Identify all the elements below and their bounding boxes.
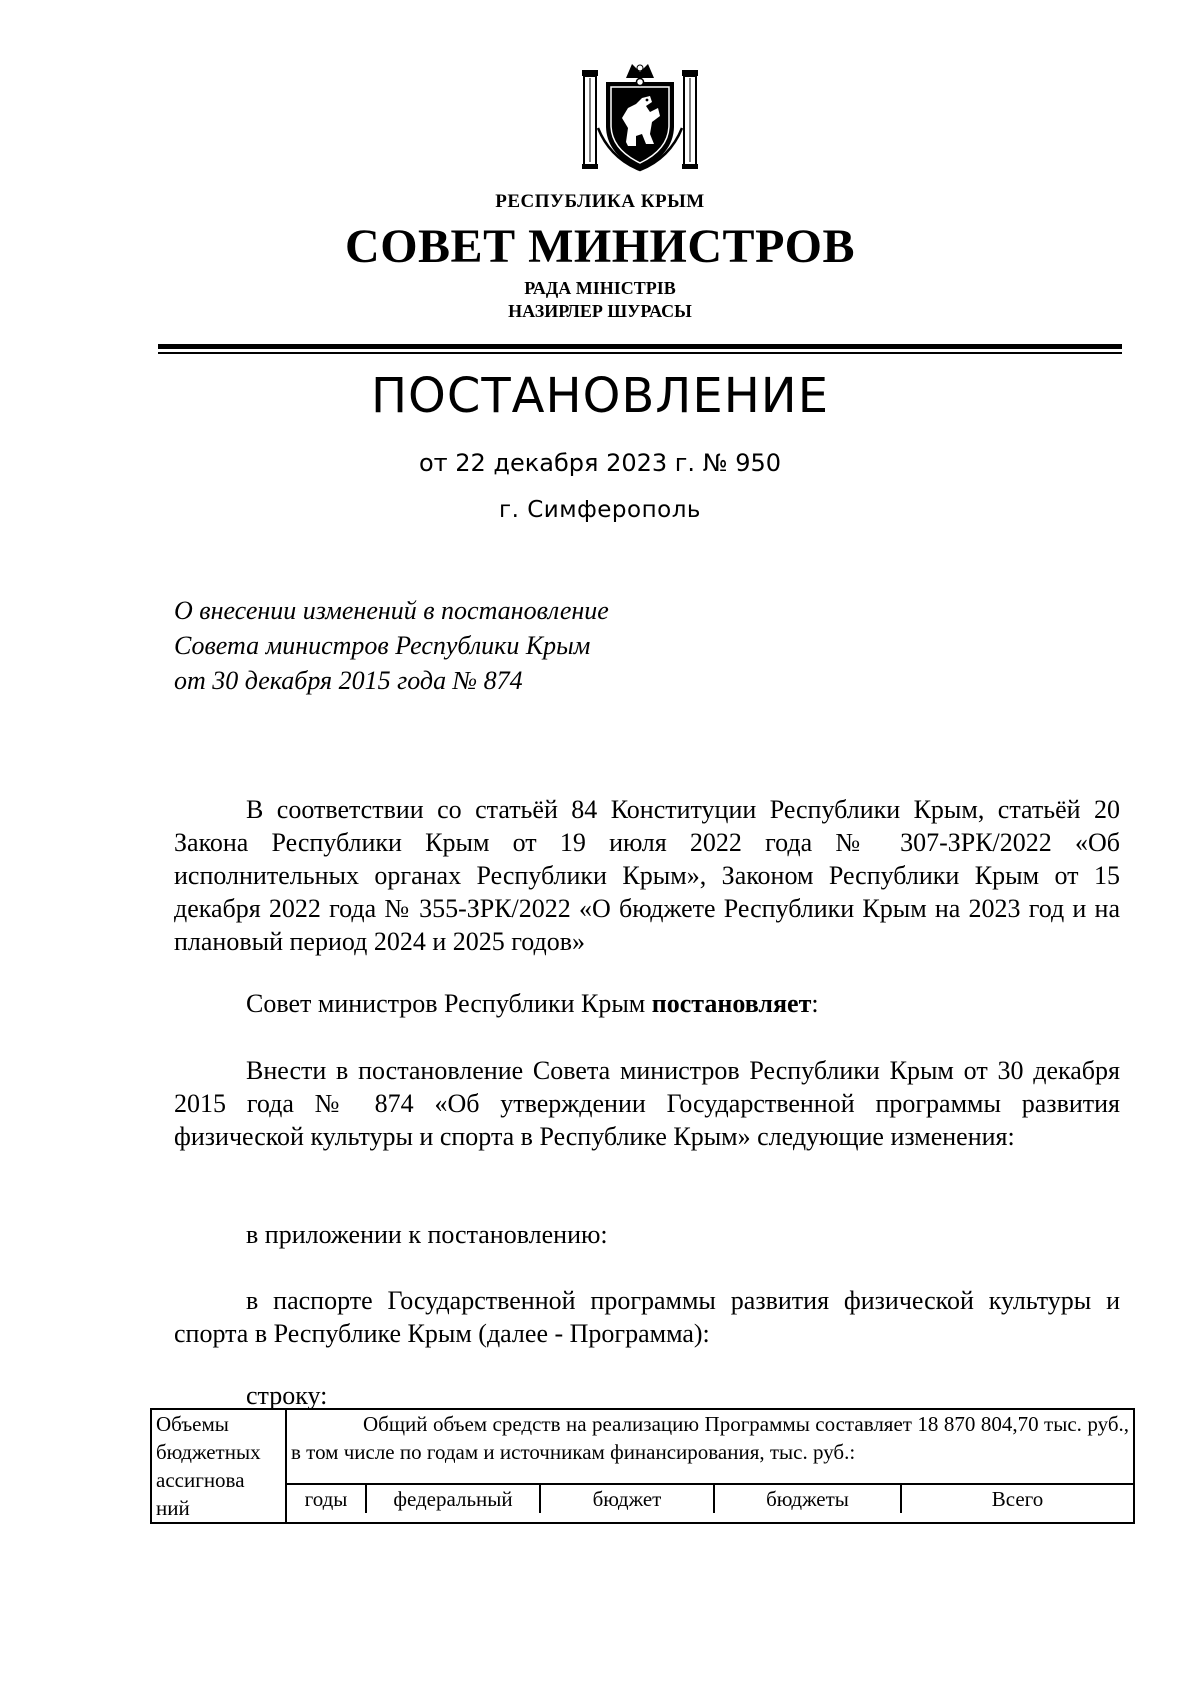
- column-header: Всего: [901, 1485, 1133, 1513]
- row-label-line: Объемы: [156, 1412, 229, 1436]
- resolution-text: Совет министров Республики Крым: [246, 989, 652, 1018]
- republic-name: РЕСПУБЛИКА КРЫМ: [495, 191, 705, 212]
- resolution-keyword: постановляет: [651, 989, 812, 1018]
- document-city: г. Симферополь: [499, 497, 701, 523]
- subject-line: О внесении изменений в постановление: [174, 596, 609, 625]
- subject-line: от 30 декабря 2015 года № 874: [174, 666, 523, 695]
- column-header: федеральный: [366, 1485, 540, 1513]
- row-label-line: ассигнова: [156, 1468, 245, 1492]
- passport-paragraph: в паспорте Государственной программы развития физической культуры и спорта в Республике Крым (далее - Программа):: [174, 1286, 1120, 1348]
- appendix-paragraph: в приложении к постановлению:: [246, 1220, 608, 1249]
- resolution-paragraph: [174, 987, 1120, 1020]
- document-subject: [174, 593, 609, 698]
- column-headers: [287, 1485, 1133, 1513]
- document-type-title: ПОСТАНОВЛЕНИЕ: [370, 368, 830, 424]
- row-label-line: бюджетных: [156, 1440, 261, 1464]
- amendment-paragraph: Внести в постановление Совета министров Республики Крым от 30 декабря 2015 года № 874 «Об утверждении Государственной программы развития физической культуры и спорта в Республике Крым» следующие изменения:: [174, 1056, 1120, 1151]
- budget-allocations-table: [150, 1408, 1135, 1524]
- resolution-colon: :: [811, 989, 819, 1018]
- total-funding-text: Общий объем средств на реализацию Программы составляет 18 870 804,70 тыс. руб., в том числе по годам и источникам финансирования, тыс. руб.:: [286, 1409, 1134, 1484]
- issuer-name-ukrainian: РАДА МІНІСТРІВ: [524, 278, 676, 298]
- column-header: бюджеты: [714, 1485, 901, 1513]
- header-divider-thick: [158, 344, 1122, 349]
- row-label-line: ний: [156, 1496, 190, 1520]
- column-header: бюджет: [540, 1485, 714, 1513]
- header-divider-thin: [158, 352, 1122, 354]
- row-label-paragraph: строку:: [246, 1381, 328, 1410]
- subject-line: Совета министров Республики Крым: [174, 631, 591, 660]
- issuer-name: СОВЕТ МИНИСТРОВ: [345, 220, 855, 273]
- document-date-number: от 22 декабря 2023 г. № 950: [418, 449, 782, 477]
- preamble-paragraph: В соответствии со статьёй 84 Конституции Республики Крым, статьёй 20 Закона Республики Крым от 19 июля 2022 года № 307-ЗРК/2022 «Об исполнительных органах Республики Крым», Законом Республики Крым от 15 декабря 2022 года № 355-ЗРК/2022 «О бюджете Республики Крым на 2023 год и на плановый период 2024 и 2025 годов»: [174, 795, 1120, 956]
- column-header: годы: [304, 1487, 348, 1512]
- coat-of-arms-icon: [580, 58, 700, 176]
- table-row-label: [151, 1409, 286, 1523]
- issuer-name-crimean-tatar: НАЗИРЛЕР ШУРАСЫ: [508, 301, 692, 321]
- table-header-row: [286, 1484, 1134, 1523]
